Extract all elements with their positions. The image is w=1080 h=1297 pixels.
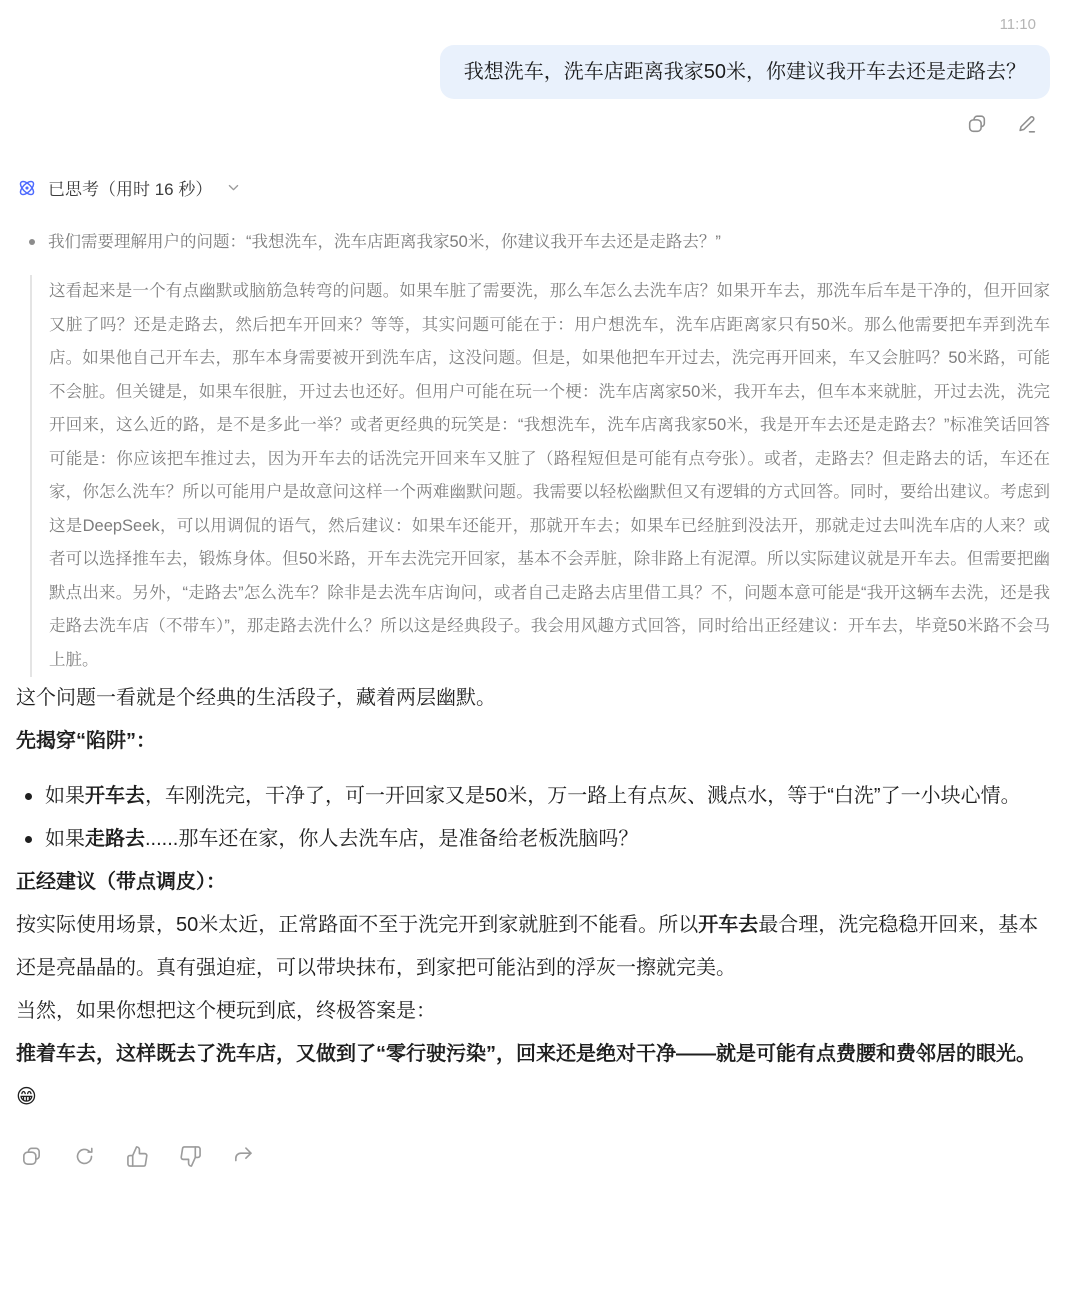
chevron-down-icon[interactable] xyxy=(226,180,241,195)
copy-icon[interactable] xyxy=(966,113,988,135)
list-item-text: 如果开车去，车刚洗完，干净了，可一开回家又是50米，万一路上有点灰、溅点水，等于“白洗”了一小块心情。 xyxy=(45,785,1021,807)
assistant-answer xyxy=(16,677,1050,1119)
copy-icon[interactable] xyxy=(20,1145,43,1168)
answer-intro: 这个问题一看就是个经典的生活段子，藏着两层幽默。 xyxy=(16,687,496,709)
answer-outro-lead: 当然，如果你想把这个梗玩到底，终极答案是： xyxy=(16,1000,436,1022)
thinking-label: 已思考（用时 16 秒） xyxy=(48,180,213,199)
answer-actions xyxy=(20,1145,1050,1168)
atom-icon xyxy=(16,177,38,199)
list-item xyxy=(16,775,1050,818)
answer-section2-title: 正经建议（带点调皮）： xyxy=(16,871,226,893)
answer-final: 推着车去，这样既去了洗车店，又做到了“零行驶污染”，回来还是绝对干净——就是可能有点费腰和费邻居的眼光。 😁 xyxy=(16,1043,1036,1108)
list-item xyxy=(16,818,1050,861)
user-message-bubble: 我想洗车，洗车店距离我家50米，你建议我开车去还是走路去？ xyxy=(440,45,1050,99)
user-message-row xyxy=(16,45,1050,99)
share-icon[interactable] xyxy=(232,1145,255,1168)
edit-icon[interactable] xyxy=(1016,113,1038,135)
list-item-text: 如果走路去......那车还在家，你人去洗车店，是准备给老板洗脑吗？ xyxy=(45,828,639,850)
message-timestamp: 11:10 xyxy=(999,16,1036,33)
user-message-actions xyxy=(16,113,1038,135)
thinking-toggle[interactable] xyxy=(16,175,241,200)
answer-section1-title: 先揭穿“陷阱”： xyxy=(16,730,156,752)
regenerate-icon[interactable] xyxy=(73,1145,96,1168)
thumbs-down-icon[interactable] xyxy=(179,1145,202,1168)
answer-bullet-list xyxy=(16,775,1050,861)
thinking-bullet: 我们需要理解用户的问题：“我想洗车，洗车店距离我家50米，你建议我开车去还是走路去？” xyxy=(16,230,1050,255)
answer-section2-body: 按实际使用场景，50米太近，正常路面不至于洗完开到家就脏到不能看。所以开车去最合理，洗完稳稳开回来，基本还是亮晶晶的。真有强迫症，可以带块抹布，到家把可能沾到的浮灰一擦就完美。 xyxy=(16,914,1039,979)
thinking-body: 这看起来是一个有点幽默或脑筋急转弯的问题。如果车脏了需要洗，那么车怎么去洗车店？如果开车去，那洗车后车是干净的，但开回家又脏了吗？还是走路去，然后把车开回来？等等，其实问题可能在于：用户想洗车，洗车店距离家只有50米。那么他需要把车弄到洗车店。如果他自己开车去，那车本身需要被开到洗车店，这没问题。但是，如果他把车开过去，洗完再开回来，车又会脏吗？50米路，可能不会脏。但关键是，如果车很脏，开过去也还好。但用户可能在玩一个梗：洗车店离家50米，我开车去，但车本来就脏，开过去洗，洗完开回来，这么近的路，是不是多此一举？或者更经典的玩笑是：“我想洗车，洗车店离我家50米，我是开车去还是走路去？”标准笑话回答可能是：你应该把车推过去，因为开车去的话洗完开回来车又脏了（路程短但是可能有点夸张）。或者，走路去？但走路去的话，车还在家，你怎么洗车？所以可能用户是故意问这样一个两难幽默问题。我需要以轻松幽默但又有逻辑的方式回答。同时，要给出建议。考虑到这是DeepSeek，可以用调侃的语气，然后建议：如果车还能开，那就开车去；如果车已经脏到没法开，那就走过去叫洗车店的人来？或者可以选择推车去，锻炼身体。但50米路，开车去洗完开回家，基本不会弄脏，除非路上有泥潭。所以实际建议就是开车去。但需要把幽默点出来。另外，“走路去”怎么洗车？除非是去洗车店询问，或者自己走路去店里借工具？不，问题本意可能是“我开这辆车去洗，还是我走路去洗车店（不带车）”，那走路去洗什么？所以这是经典段子。我会用风趣方式回答，同时给出正经建议：开车去，毕竟50米路不会马上脏。 xyxy=(30,275,1050,677)
thumbs-up-icon[interactable] xyxy=(126,1145,149,1168)
